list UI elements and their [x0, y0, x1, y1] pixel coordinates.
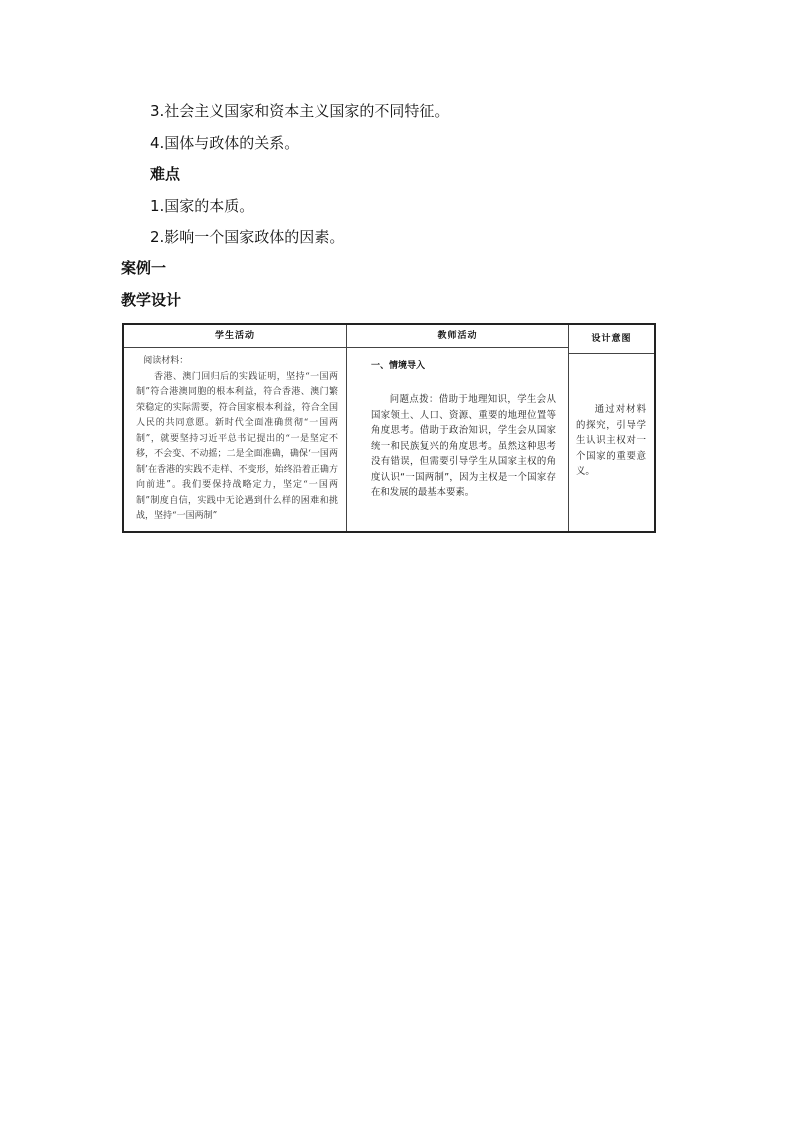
scenario-intro-title: 一、情境导入 [371, 361, 426, 371]
teacher-activity-header: 教师活动 [347, 325, 568, 348]
design-intent-text: 通过对材料的探究，引导学生认识主权对一个国家的重要意义。 [576, 404, 646, 477]
student-activity-column [124, 325, 347, 531]
difficulty-heading: 难点 [150, 165, 181, 183]
design-intent-header: 设计意图 [569, 325, 654, 354]
design-intent-column [569, 325, 654, 531]
difficulty-2: 2.影响一个国家政体的因素。 [150, 228, 345, 246]
teaching-design-table [122, 323, 656, 533]
key-point-4: 4.国体与政体的关系。 [150, 134, 300, 152]
key-point-3: 3.社会主义国家和资本主义国家的不同特征。 [150, 102, 450, 120]
teacher-guidance-text: 问题点拨：借助于地理知识，学生会从国家领土、人口、资源、重要的地理位置等角度思考。借助于政治知识，学生会从国家统一和民族复兴的角度思考。虽然这种思考没有错误，但需要引导学生从国家主权的角度认识“一国两制”，因为主权是一个国家存在和发展的最基本要素。 [371, 394, 556, 498]
reading-material [136, 354, 338, 525]
case-heading: 案例一 [121, 259, 167, 277]
student-activity-header: 学生活动 [124, 325, 346, 348]
design-heading: 教学设计 [121, 291, 182, 309]
reading-material-text: 香港、澳门回归后的实践证明，坚持“一国两制”符合港澳同胞的根本利益，符合香港、澳门繁荣稳定的实际需要，符合国家根本利益，符合全国人民的共同意愿。新时代全面准确贯彻“一国两制”，就要坚持习近平总书记提出的“一是坚定不移，不会变、不动摇；二是全面准确，确保‘一国两制’在香港的实践不走样、不变形，始终沿着正确方向前进”。我们要保持战略定力，坚定“一国两制”制度自信，实践中无论遇到什么样的困难和挑战，坚持“一国两制” [136, 371, 338, 521]
design-intent [576, 402, 646, 480]
teacher-activity-column [347, 325, 569, 531]
teacher-guidance [371, 392, 556, 501]
difficulty-1: 1.国家的本质。 [150, 197, 255, 215]
reading-material-lead: 阅读材料： [143, 356, 189, 366]
